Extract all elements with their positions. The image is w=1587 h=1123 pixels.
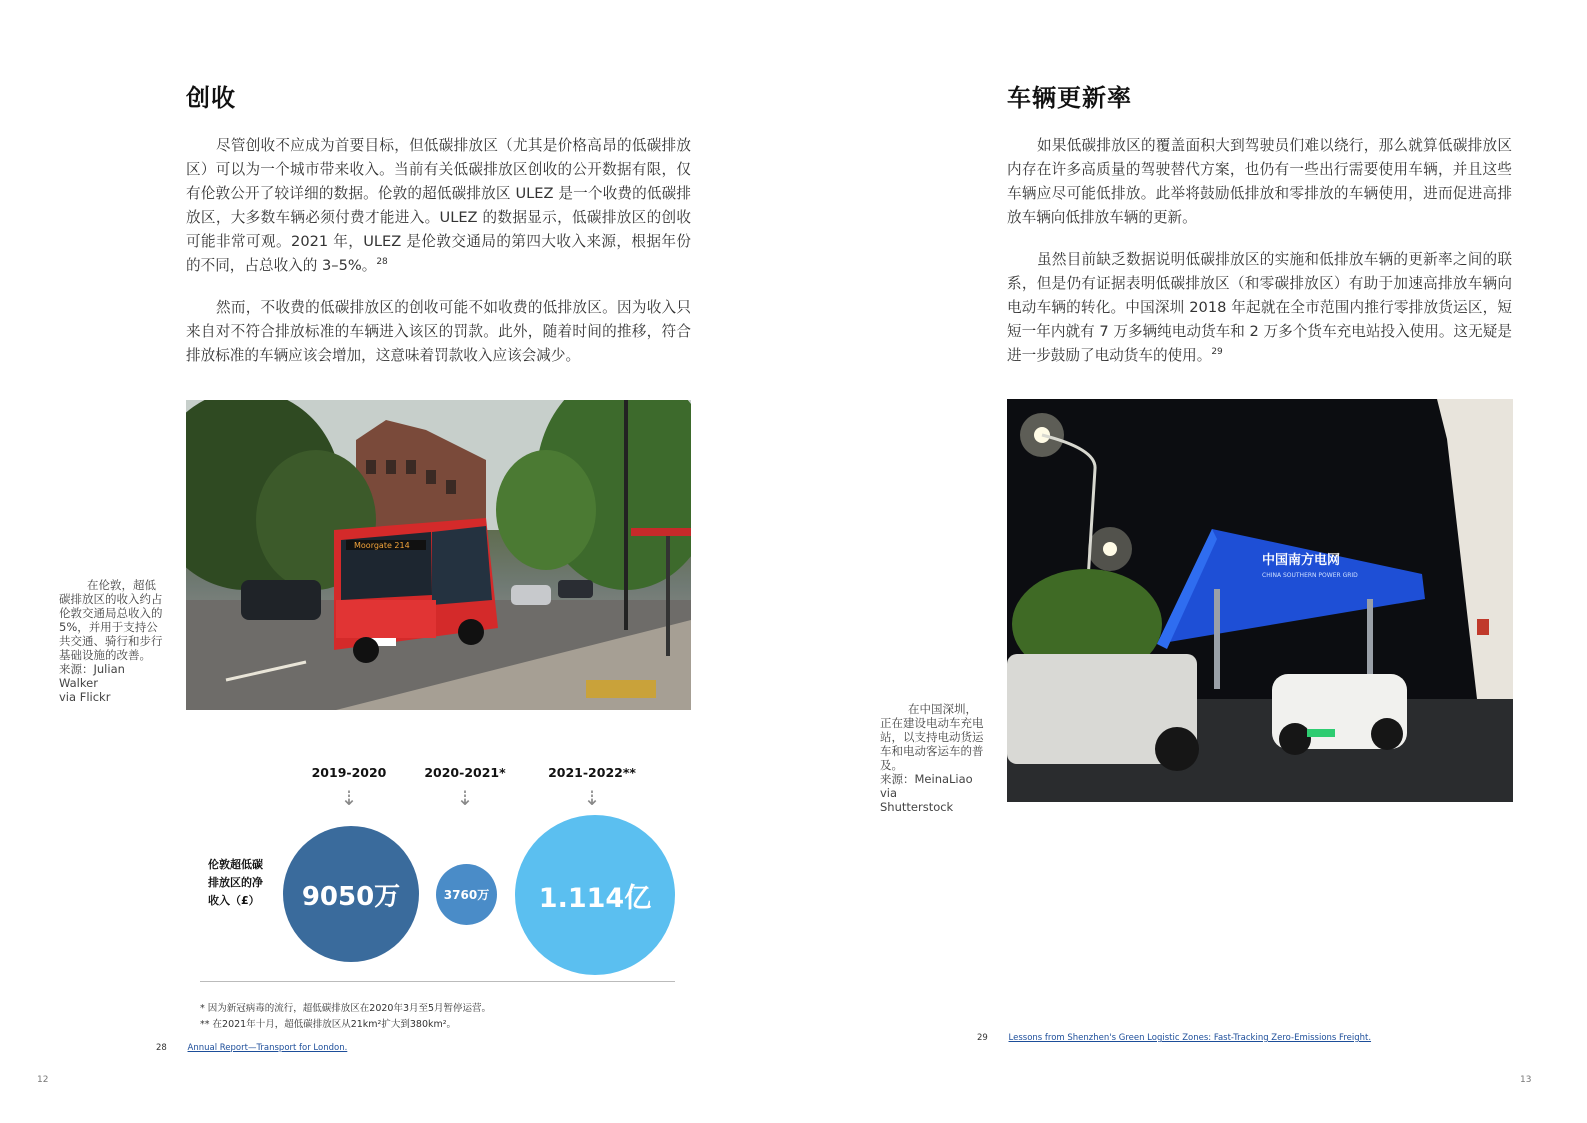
bubble-2019-2020 (283, 826, 419, 962)
chart-axis-label-line-2: 排放区的净 (208, 876, 263, 889)
arrow-down-icon: ⇣ (456, 786, 474, 810)
reference-29 (977, 1033, 1371, 1043)
chart-axis-label (208, 856, 268, 910)
bubble-label-2021-2022: 1.114亿 (538, 882, 652, 914)
charging-caption-text: 在中国深圳，正在建设电动车充电站，以支持电动货运车和电动客运车的普及。 (880, 702, 984, 772)
right-paragraph-2 (1007, 248, 1512, 368)
left-heading: 创收 (186, 84, 236, 112)
charging-credit-line-2: Shutterstock (880, 800, 954, 814)
reference-28-number: 28 (156, 1043, 167, 1053)
arrow-down-icon: ⇣ (583, 786, 601, 810)
revenue-bubble-chart (186, 760, 691, 990)
reference-29-number: 29 (977, 1033, 988, 1043)
reference-29-link[interactable]: Lessons from Shenzhen's Green Logistic Zones: Fast-Tracking Zero-Emissions Freight. (1008, 1033, 1372, 1043)
bus-route-display: Moorgate 214 (354, 541, 410, 550)
bubble-2021-2022 (515, 815, 675, 975)
chart-axis-label-line-1: 伦敦超低碳 (208, 858, 263, 871)
footnote-ref-29[interactable]: 29 (1211, 347, 1223, 358)
bubble-label-2019-2020: 9050万 (301, 881, 401, 912)
left-paragraph-2: 然而，不收费的低碳排放区的创收可能不如收费的低排放区。因为收入只来自对不符合排放标准的车辆进入该区的罚款。此外，随着时间的推移，符合排放标准的车辆应该会增加，这意味着罚款收入应该会减少。 (186, 299, 691, 364)
station-sign-subtext: CHINA SOUTHERN POWER GRID (1262, 572, 1358, 579)
right-paragraph-1: 如果低碳排放区的覆盖面积大到驾驶员们难以绕行，那么就算低碳排放区内存在许多高质量的驾驶替代方案，也仍有一些出行需要使用车辆，并且这些车辆应尽可能低排放。此举将鼓励低排放和零排放的车辆使用，进而促进高排放车辆向低排放车辆的更新。 (1007, 137, 1512, 226)
footnote-2: ** 在2021年十月，超低碳排放区从21km²扩大到380km²。 (200, 1019, 457, 1030)
bus-photo (186, 400, 691, 710)
year-label-2019-2020: 2019-2020 (311, 765, 387, 780)
footnote-ref-28[interactable]: 28 (376, 257, 388, 268)
bus-photo-caption (59, 578, 167, 704)
bus-credit-line-1: 来源：Julian Walker (59, 662, 125, 690)
right-paragraph-2-text: 虽然目前缺乏数据说明低碳排放区的实施和低排放车辆的更新率之间的联系，但是仍有证据表明低碳排放区（和零碳排放区）有助于加速高排放车辆向电动车辆的转化。中国深圳 2018 年起就在全市范围内推行零排放货运区，短短一年内就有 7 万多辆纯电动货车和 2 万多个货车充电站投入使用。这无疑是进一步鼓励了电动货车的使用。 (1007, 251, 1512, 364)
footnote-1: * 因为新冠病毒的流行，超低碳排放区在2020年3月至5月暂停运营。 (200, 1003, 492, 1014)
reference-28-link[interactable]: Annual Report—Transport for London. (187, 1043, 348, 1053)
bus-credit-line-2: via Flickr (59, 690, 111, 704)
charging-station-photo (1007, 399, 1513, 802)
left-paragraph-1-text: 尽管创收不应成为首要目标，但低碳排放区（尤其是价格高昂的低碳排放区）可以为一个城市带来收入。当前有关低碳排放区创收的公开数据有限，仅有伦敦公开了较详细的数据。伦敦的超低碳排放区 ULEZ 是一个收费的低碳排放区，大多数车辆必须付费才能进入。ULEZ 的数据显示，低碳排放区的创收可能非常可观。2021 年，ULEZ 是伦敦交通局的第四大收入来源，根据年份的不同，占总收入的 3–5%。 (186, 137, 691, 274)
bus-caption-text: 在伦敦，超低碳排放区的收入约占伦敦交通局总收入的 5%，并用于支持公共交通、骑行和步行基础设施的改善。 (59, 578, 163, 662)
year-label-2020-2021: 2020-2021* (424, 765, 506, 780)
arrow-down-icon: ⇣ (340, 786, 358, 810)
year-label-2021-2022: 2021-2022** (548, 765, 636, 780)
right-heading: 车辆更新率 (1007, 84, 1132, 112)
page-number-right: 13 (1520, 1075, 1532, 1085)
charging-credit-line-1: 来源：MeinaLiao via (880, 772, 973, 800)
bubble-label-2020-2021: 3760万 (443, 888, 490, 902)
station-sign-text: 中国南方电网 (1262, 553, 1341, 568)
bus-photo-illustration (186, 400, 691, 710)
bubble-2020-2021 (436, 864, 497, 925)
left-paragraph-1 (186, 134, 691, 278)
charging-station-illustration (1007, 399, 1513, 802)
charging-photo-caption (880, 702, 988, 814)
page-number-left: 12 (37, 1075, 49, 1085)
chart-axis-label-line-3: 收入（£） (208, 894, 260, 907)
chart-divider (200, 981, 675, 982)
reference-28 (156, 1043, 347, 1053)
